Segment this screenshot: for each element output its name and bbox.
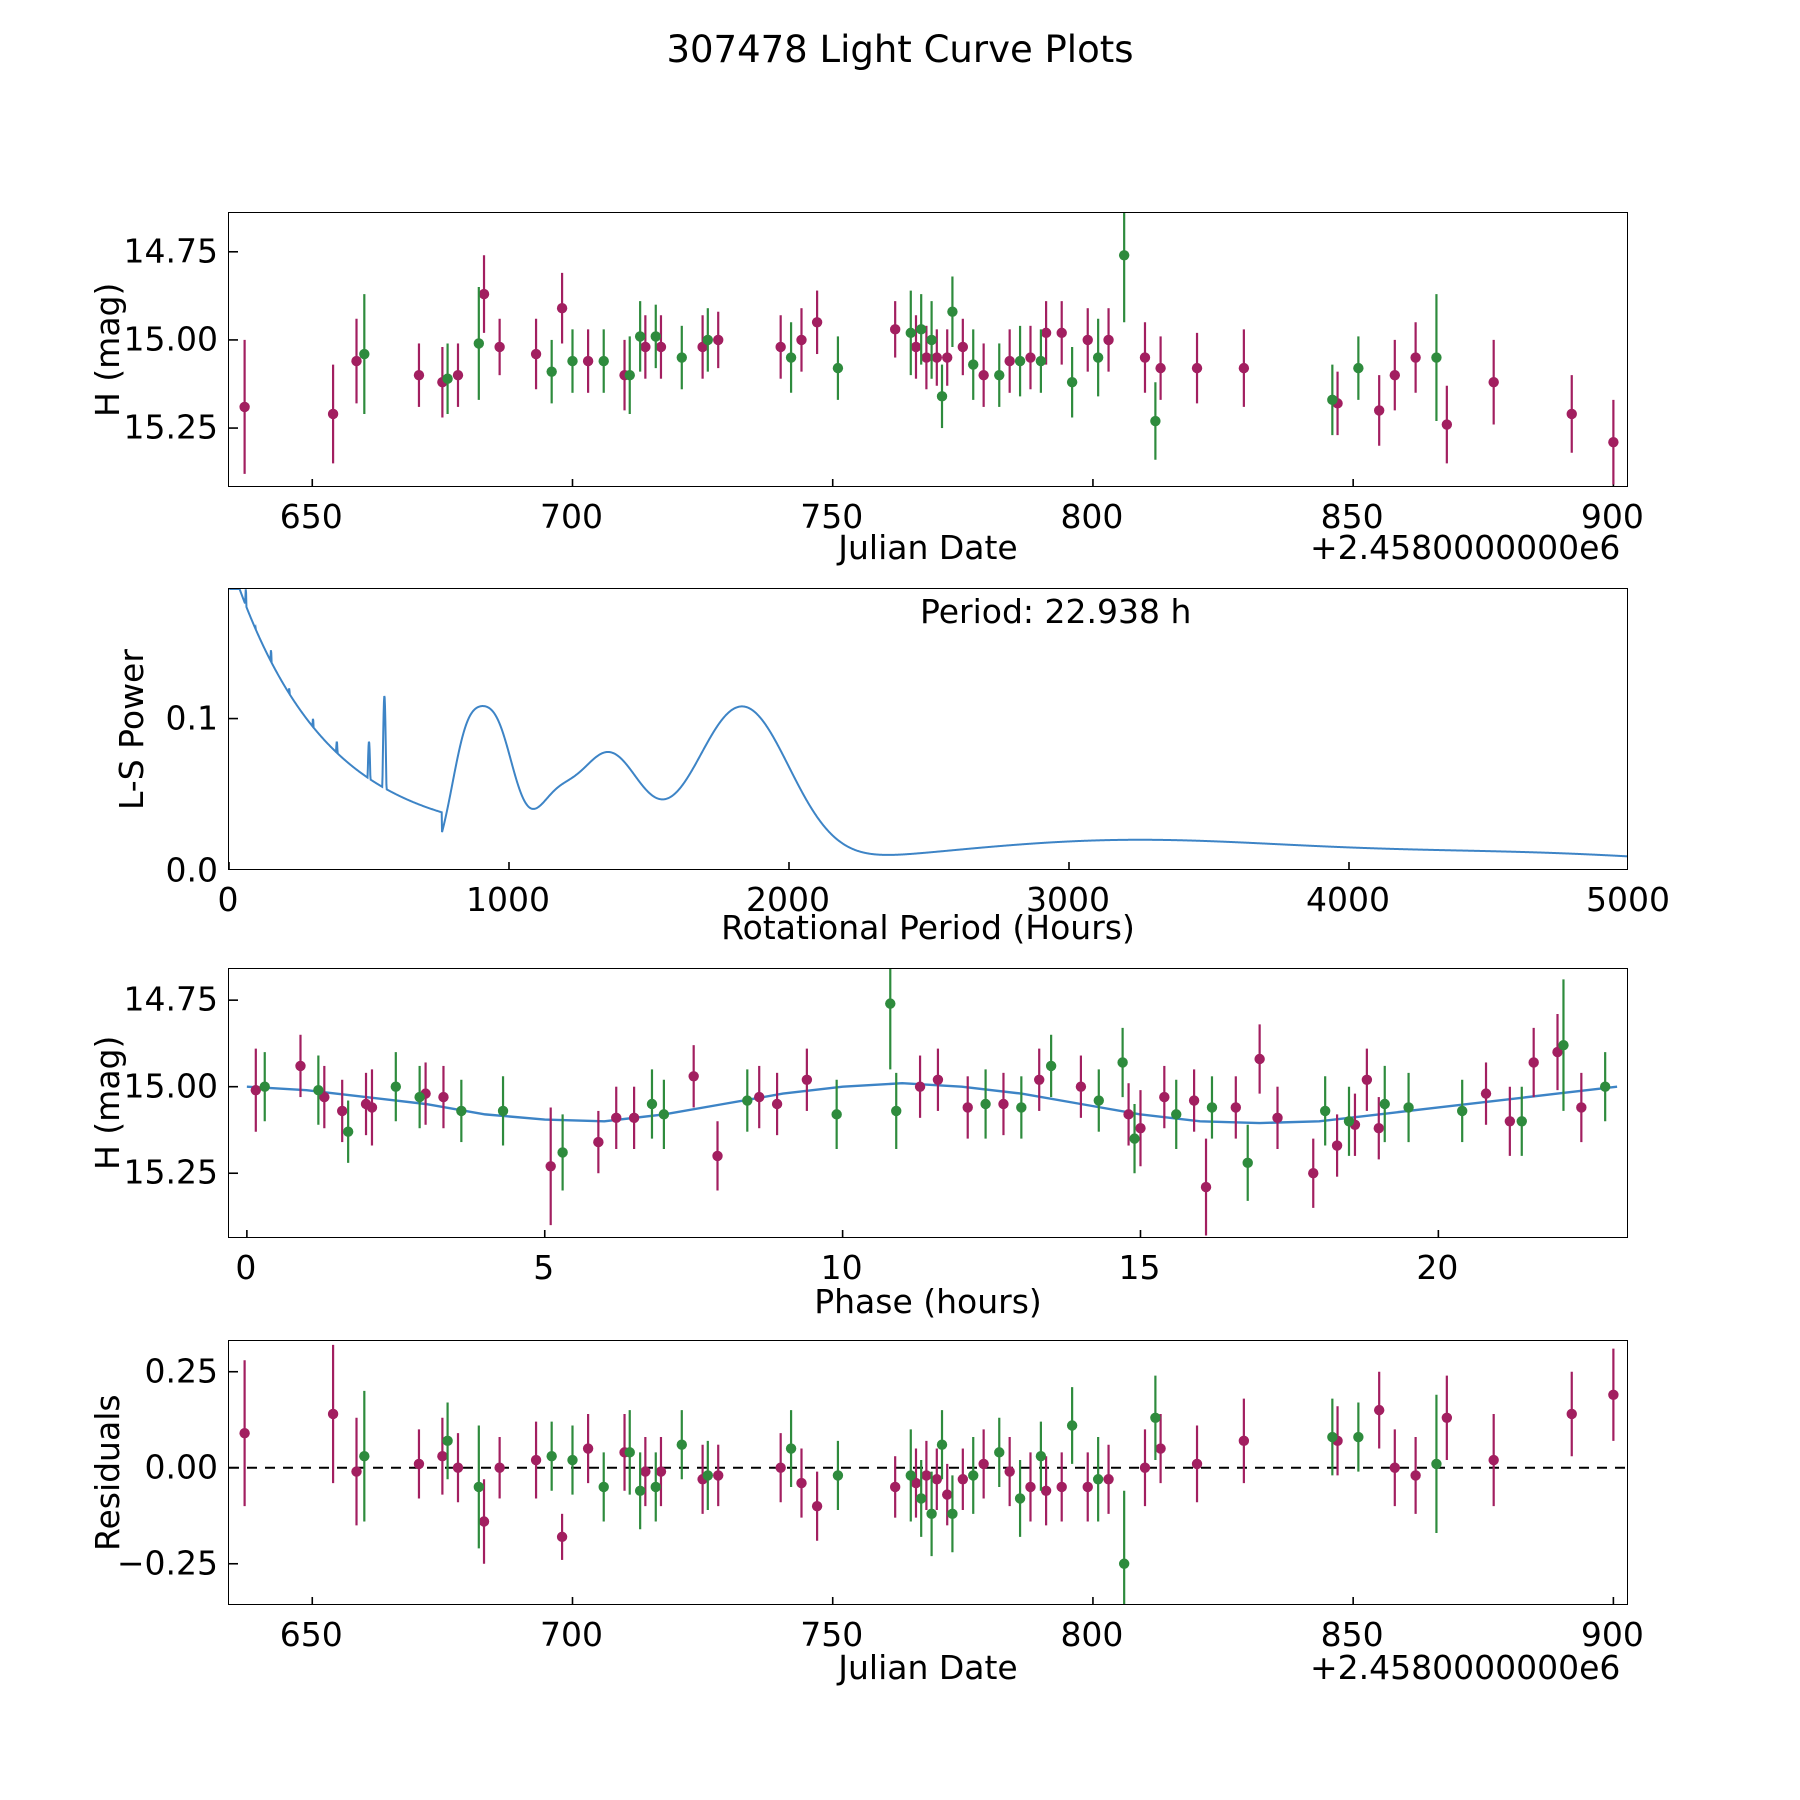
axis-offset-lightcurve: +2.4580000000e6 — [1310, 528, 1621, 567]
y-tick-label: 14.75 — [123, 979, 218, 1019]
x-tick-label: 800 — [1060, 497, 1124, 536]
x-tick-label: 900 — [1580, 1615, 1644, 1654]
x-tick-label: 0 — [235, 1248, 257, 1287]
axis-offset-residuals: +2.4580000000e6 — [1310, 1648, 1621, 1687]
x-tick-label: 700 — [539, 1615, 603, 1654]
axes-residuals — [228, 1340, 1628, 1605]
x-tick-label: 3000 — [1026, 880, 1110, 919]
axis-label-x-lightcurve: Julian Date — [838, 528, 1018, 567]
x-tick-label: 750 — [800, 497, 864, 536]
x-tick-label: 5 — [533, 1248, 555, 1287]
page-title: 307478 Light Curve Plots — [666, 28, 1134, 71]
axes-phase-folded — [228, 968, 1628, 1238]
x-tick-label: 700 — [539, 497, 603, 536]
x-tick-label: 750 — [800, 1615, 864, 1654]
axis-label-y-residuals: Residuals — [88, 1394, 127, 1551]
x-tick-label: 800 — [1060, 1615, 1124, 1654]
x-tick-label: 1000 — [466, 880, 550, 919]
axis-label-x-phase: Phase (hours) — [814, 1282, 1042, 1321]
y-tick-label: 0.0 — [165, 850, 218, 890]
x-tick-label: 15 — [1118, 1248, 1161, 1287]
x-tick-label: 10 — [820, 1248, 863, 1287]
axis-label-x-periodogram: Rotational Period (Hours) — [721, 908, 1135, 947]
axis-label-y-lightcurve: H (mag) — [88, 282, 127, 417]
x-tick-label: 4000 — [1306, 880, 1390, 919]
y-tick-label: 15.00 — [123, 1066, 218, 1106]
y-tick-label: 0.25 — [144, 1351, 218, 1391]
x-tick-label: 2000 — [746, 880, 830, 919]
y-tick-label: 15.00 — [123, 319, 218, 359]
y-tick-label: −0.25 — [116, 1543, 218, 1583]
axis-label-x-residuals: Julian Date — [838, 1648, 1018, 1687]
y-tick-label: 14.75 — [123, 231, 218, 271]
y-tick-label: 15.25 — [123, 407, 218, 447]
axis-label-y-phase: H (mag) — [88, 1035, 127, 1170]
x-tick-label: 20 — [1416, 1248, 1459, 1287]
axes-lightcurve — [228, 212, 1628, 487]
axis-label-y-periodogram: L-S Power — [112, 648, 151, 810]
x-tick-label: 650 — [279, 497, 343, 536]
x-tick-label: 5000 — [1586, 880, 1670, 919]
x-tick-label: 850 — [1320, 1615, 1384, 1654]
y-tick-label: 0.1 — [165, 698, 218, 738]
period-annotation: Period: 22.938 h — [920, 592, 1192, 631]
y-tick-label: 15.25 — [123, 1152, 218, 1192]
x-tick-label: 850 — [1320, 497, 1384, 536]
x-tick-label: 900 — [1580, 497, 1644, 536]
y-tick-label: 0.00 — [144, 1447, 218, 1487]
x-tick-label: 0 — [217, 880, 239, 919]
x-tick-label: 650 — [279, 1615, 343, 1654]
